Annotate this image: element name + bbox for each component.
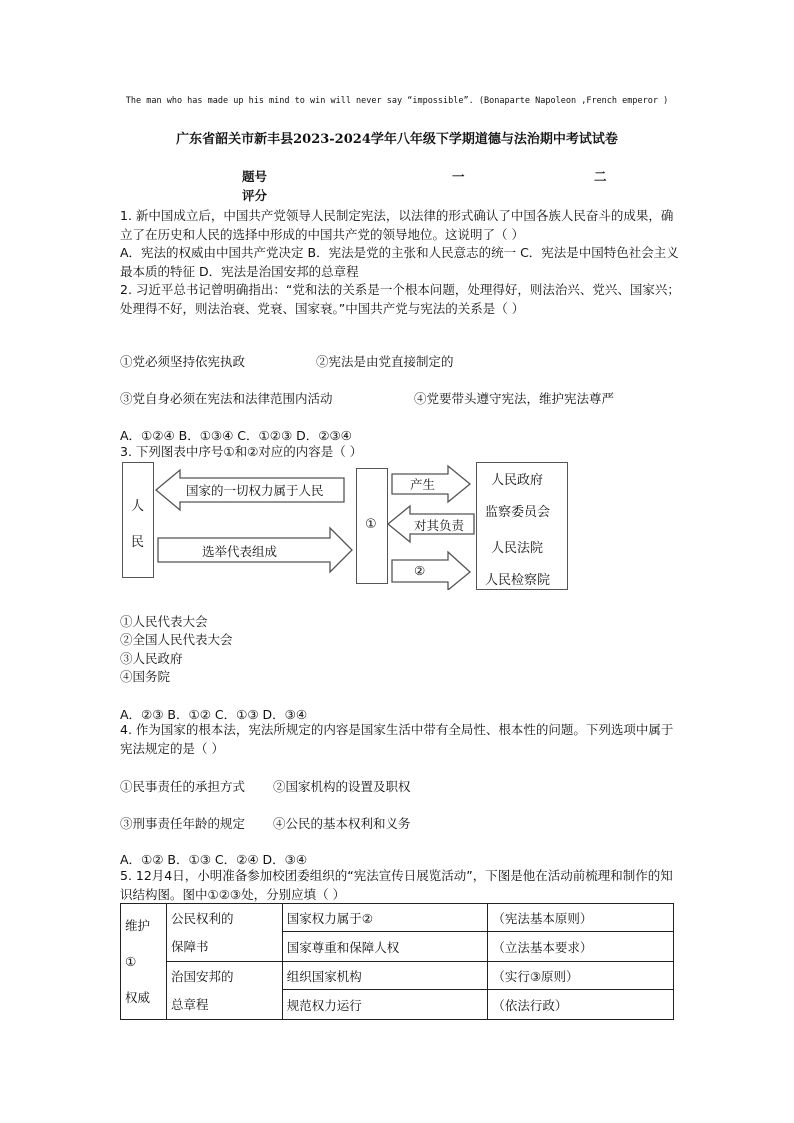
question-3-stem: 3. 下列图表中序号①和②对应的内容是（ ）	[120, 444, 363, 459]
question-4-option-2: ②国家机构的设置及职权	[273, 779, 411, 794]
mid-cell-top	[166, 904, 282, 962]
power-structure-diagram	[120, 462, 570, 590]
question-3-answers: A．②③ B．①② C．①③ D．③④	[120, 707, 308, 722]
question-4-option-1: ①民事责任的承担方式	[120, 779, 246, 794]
knowledge-structure-table	[120, 903, 674, 1020]
table-cell: 规范权力运行	[282, 990, 488, 1020]
score-header-col2: 二	[594, 169, 607, 184]
mid-cell-bottom	[166, 962, 282, 1020]
left-cell	[121, 904, 167, 1020]
table-cell: 国家尊重和保障人权	[282, 932, 488, 962]
people-label-char2: 民	[131, 535, 145, 550]
question-4-option-4: ④公民的基本权利和义务	[273, 816, 411, 831]
state-organ-item: 监察委员会	[485, 505, 551, 520]
question-4-stem: 4. 作为国家的根本法，宪法所规定的内容是国家生活中带有全局性、根本性的问题。下列选项中属于宪法规定的是（ ）	[120, 722, 674, 756]
question-5-stem: 5. 12月4日，小明准备参加校团委组织的“宪法宣传日展览活动”，下图是他在活动前梳理和制作的知识结构图。图中①②③处，分别应填（ ）	[120, 868, 673, 902]
arrow-responsible-label: 对其负责	[414, 518, 465, 533]
table-cell: 国家权力属于②	[282, 904, 488, 932]
question-3-option-3: ③人民政府	[120, 651, 183, 666]
people-label-char1: 人	[131, 499, 145, 514]
mid-cell-bottom-line-2: 总章程	[170, 996, 209, 1012]
left-cell-line-2: ①	[125, 953, 137, 969]
arrow-top-label: 国家的一切权力属于人民	[186, 483, 324, 498]
left-cell-line-1: 维护	[125, 917, 151, 933]
table-cell: （宪法基本原则）	[488, 904, 674, 932]
arrow-num2-label: ②	[414, 563, 426, 578]
arrow-produce-label: 产生	[410, 477, 436, 492]
header-quote: The man who has made up his mind to win will never say “impossible”. (Bonaparte Napoleon ,French emperor )	[125, 96, 669, 106]
state-organ-item: 人民检察院	[485, 573, 551, 588]
question-2-option-3: ③党自身必须在宪法和法律范围内活动	[120, 391, 333, 406]
question-1-options: A．宪法的权威由中国共产党决定 B．宪法是党的主张和人民意志的统一 C．宪法是中国特色社会主义最本质的特征 D．宪法是治国安邦的总章程	[120, 245, 679, 279]
page-title: 广东省韶关市新丰县2023-2024学年八年级下学期道德与法治期中考试试卷	[176, 132, 618, 147]
question-2-option-4: ④党要带头遵守宪法，维护宪法尊严	[414, 391, 615, 406]
table-cell: （实行③原则）	[488, 962, 674, 990]
score-row-label: 评分	[242, 188, 268, 203]
question-3-option-1: ①人民代表大会	[120, 614, 208, 629]
score-header-col1: 一	[452, 169, 465, 184]
left-cell-line-3: 权威	[125, 989, 151, 1005]
mid-cell-bottom-line-1: 治国安邦的	[170, 968, 234, 984]
question-1-stem: 1. 新中国成立后，中国共产党领导人民制定宪法，以法律的形式确认了中国各族人民奋斗的成果，确立了在历史和人民的选择中形成的中国共产党的领导地位。这说明了（ ）	[120, 208, 674, 242]
question-2-option-2: ②宪法是由党直接制定的	[316, 354, 454, 369]
question-2-stem: 2. 习近平总书记曾明确指出：“党和法的关系是一个根本问题，处理得好，则法治兴、党兴、国家兴；处理得不好，则法治衰、党衰、国家衰。”中国共产党与宪法的关系是（ ）	[120, 282, 680, 316]
arrow-bottom-label: 选举代表组成	[202, 544, 278, 559]
center-box	[356, 468, 388, 584]
table-cell: （依法行政）	[488, 990, 674, 1020]
question-4-answers: A．①② B．①③ C．②④ D．③④	[120, 852, 308, 867]
table-cell: （立法基本要求）	[488, 932, 674, 962]
question-2-option-1: ①党必须坚持依宪执政	[120, 354, 246, 369]
mid-cell-top-line-2: 保障书	[170, 938, 209, 954]
mid-cell-top-line-1: 公民权利的	[170, 910, 234, 926]
table-cell: 组织国家机构	[282, 962, 488, 990]
state-organs-box	[476, 462, 568, 590]
question-3-option-4: ④国务院	[120, 669, 171, 684]
question-4-option-3: ③刑事责任年龄的规定	[120, 816, 246, 831]
question-2-answers: A．①②④ B．①③④ C．①②③ D．②③④	[120, 428, 352, 443]
question-3-option-2: ②全国人民代表大会	[120, 632, 233, 647]
state-organ-item: 人民政府	[491, 473, 544, 488]
state-organ-item: 人民法院	[491, 541, 544, 556]
center-label: ①	[365, 517, 377, 532]
score-header-label: 题号	[242, 169, 268, 184]
arrow-num2	[392, 552, 470, 590]
